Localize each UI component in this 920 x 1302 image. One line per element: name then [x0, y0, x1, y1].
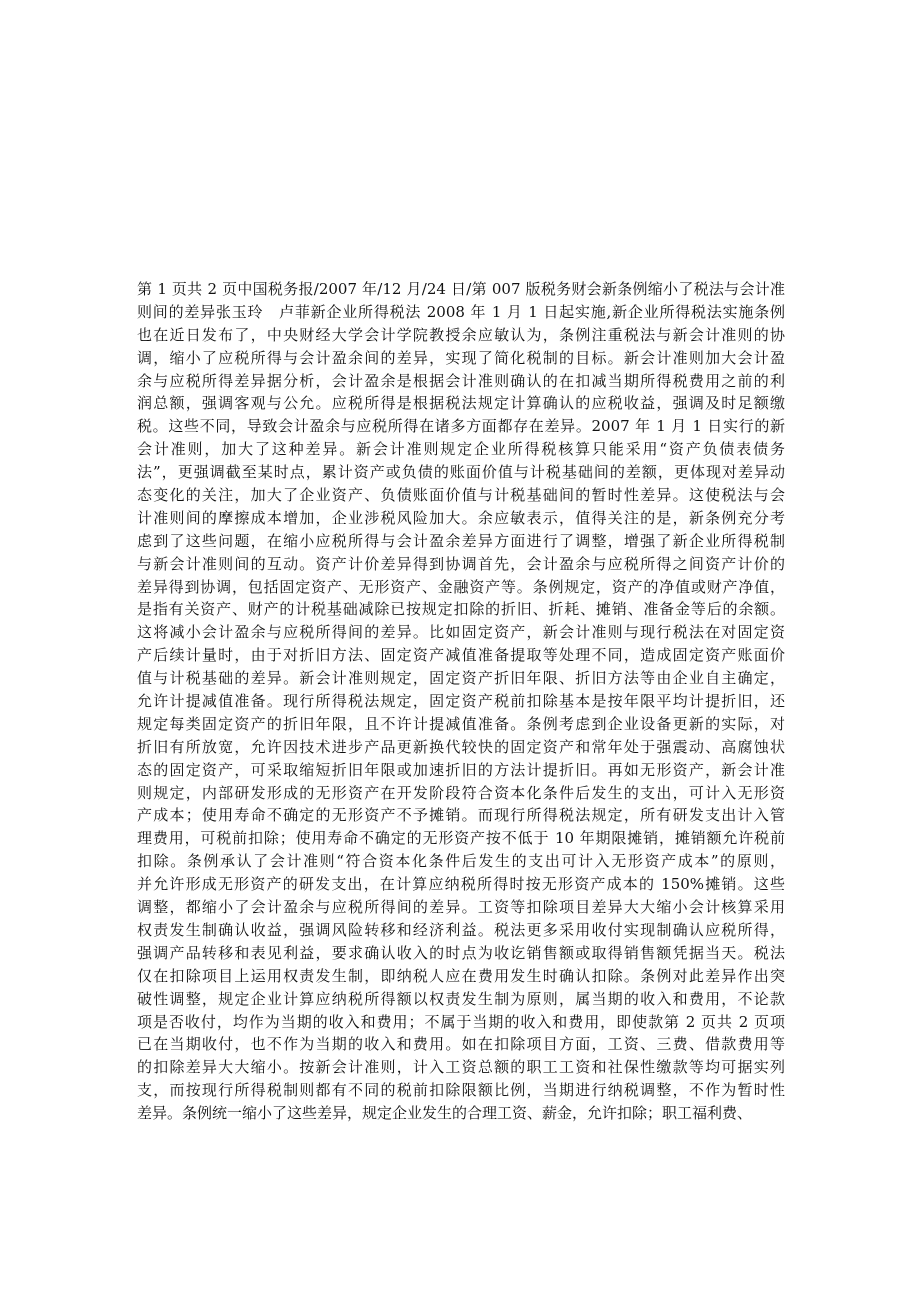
article-body	[137, 278, 785, 1125]
text-line: 项是否收付，均作为当期的收入和费用；不属于当期的收入和费用，即使款第 2 页共 2 页项	[137, 1012, 785, 1031]
text-line: 破性调整，规定企业计算应纳税所得额以权责发生制为原则，属当期的收入和费用，不论款	[137, 989, 785, 1008]
text-line: 差异得到协调，包括固定资产、无形资产、金融资产等。条例规定，资产的净值或财产净值，	[137, 577, 785, 596]
text-line: 扣除。条例承认了会计准则“符合资本化条件后发生的支出可计入无形资产成本”的原则，	[137, 852, 785, 871]
text-line: 计准则间的摩擦成本增加，企业涉税风险加大。余应敏表示，值得关注的是，新条例充分考	[137, 508, 785, 527]
text-line: 允许计提减值准备。现行所得税法规定，固定资产税前扣除基本是按年限平均计提折旧，还	[137, 692, 785, 711]
text-line: 会计准则，加大了这种差异。新会计准则规定企业所得税核算只能采用“资产负债表债务	[137, 440, 785, 459]
text-line: 调，缩小了应税所得与会计盈余间的差异，实现了简化税制的目标。新会计准则加大会计盈	[137, 348, 785, 367]
text-line: 差异。条例统一缩小了这些差异，规定企业发生的合理工资、薪金，允许扣除；职工福利费、	[137, 1104, 753, 1123]
text-line: 已在当期收付，也不作为当期的收入和费用。如在扣除项目方面，工资、三费、借款费用等	[137, 1035, 785, 1054]
text-line: 仅在扣除项目上运用权责发生制，即纳税人应在费用发生时确认扣除。条例对此差异作出突	[137, 966, 785, 985]
text-line: 产后续计量时，由于对折旧方法、固定资产减值准备提取等处理不同，造成固定资产账面价	[137, 646, 785, 665]
text-line: 态变化的关注，加大了企业资产、负债账面价值与计税基础间的暂时性差异。这使税法与会	[137, 486, 785, 505]
text-line: 虑到了这些问题，在缩小应税所得与会计盈余差异方面进行了调整，增强了新企业所得税制	[137, 531, 785, 550]
text-line: 则规定，内部研发形成的无形资产在开发阶段符合资本化条件后发生的支出，可计入无形资	[137, 783, 785, 802]
text-line: 调整，都缩小了会计盈余与应税所得间的差异。工资等扣除项目差异大大缩小会计核算采用	[137, 898, 785, 917]
text-line: 与新会计准则间的互动。资产计价差异得到协调首先，会计盈余与应税所得之间资产计价的	[137, 554, 785, 573]
text-line: 的扣除差异大大缩小。按新会计准则，计入工资总额的职工工资和社保性缴款等均可据实列	[137, 1058, 785, 1077]
text-line: 这将减小会计盈余与应税所得间的差异。比如固定资产，新会计准则与现行税法在对固定资	[137, 623, 785, 642]
text-line: 态的固定资产，可采取缩短折旧年限或加速折旧的方法计提折旧。再如无形资产，新会计准	[137, 760, 785, 779]
text-line: 润总额，强调客观与公允。应税所得是根据税法规定计算确认的应税收益，强调及时足额缴	[137, 394, 785, 413]
text-line: 余与应税所得差异据分析，会计盈余是根据会计准则确认的在扣减当期所得税费用之前的利	[137, 371, 785, 390]
text-line: 强调产品转移和表见利益，要求确认收入的时点为收讫销售额或取得销售额凭据当天。税法	[137, 943, 785, 962]
text-line: 是指有关资产、财产的计税基础减除已按规定扣除的折旧、折耗、摊销、准备金等后的余额。	[137, 600, 785, 619]
text-line: 折旧有所放宽，允许因技术进步产品更新换代较快的固定资产和常年处于强震动、高腐蚀状	[137, 737, 785, 756]
text-line: 也在近日发布了，中央财经大学会计学院教授余应敏认为，条例注重税法与新会计准则的协	[137, 325, 785, 344]
text-line: 并允许形成无形资产的研发支出，在计算应纳税所得时按无形资产成本的 150%摊销。这些	[137, 875, 785, 894]
text-line: 税。这些不同，导致会计盈余与应税所得在诸多方面都存在差异。2007 年 1 月 1 日实行的新	[137, 417, 785, 436]
text-line: 法”，更强调截至某时点，累计资产或负债的账面价值与计税基础间的差额，更体现对差异动	[137, 463, 785, 482]
text-line: 规定每类固定资产的折旧年限，且不许计提减值准备。条例考虑到企业设备更新的实际，对	[137, 714, 785, 733]
text-line: 支，而按现行所得税制则都有不同的税前扣除限额比例，当期进行纳税调整，不作为暂时性	[137, 1081, 785, 1100]
text-line: 第 1 页共 2 页中国税务报/2007 年/12 月/24 日/第 007 版税务财会新条例缩小了税法与会计准	[137, 280, 785, 298]
text-line: 权责发生制确认收益，强调风险转移和经济利益。税法更多采用收付实现制确认应税所得，	[137, 920, 785, 939]
text-line: 产成本；使用寿命不确定的无形资产不予摊销。而现行所得税法规定，所有研发支出计入管	[137, 806, 785, 825]
text-line: 则间的差异张玉玲 卢菲新企业所得税法 2008 年 1 月 1 日起实施,新企业所得税法实施条例	[137, 302, 785, 321]
text-line: 值与计税基础的差异。新会计准则规定，固定资产折旧年限、折旧方法等由企业自主确定，	[137, 669, 785, 688]
text-line: 理费用，可税前扣除；使用寿命不确定的无形资产按不低于 10 年期限摊销，摊销额允许税前	[137, 829, 785, 848]
